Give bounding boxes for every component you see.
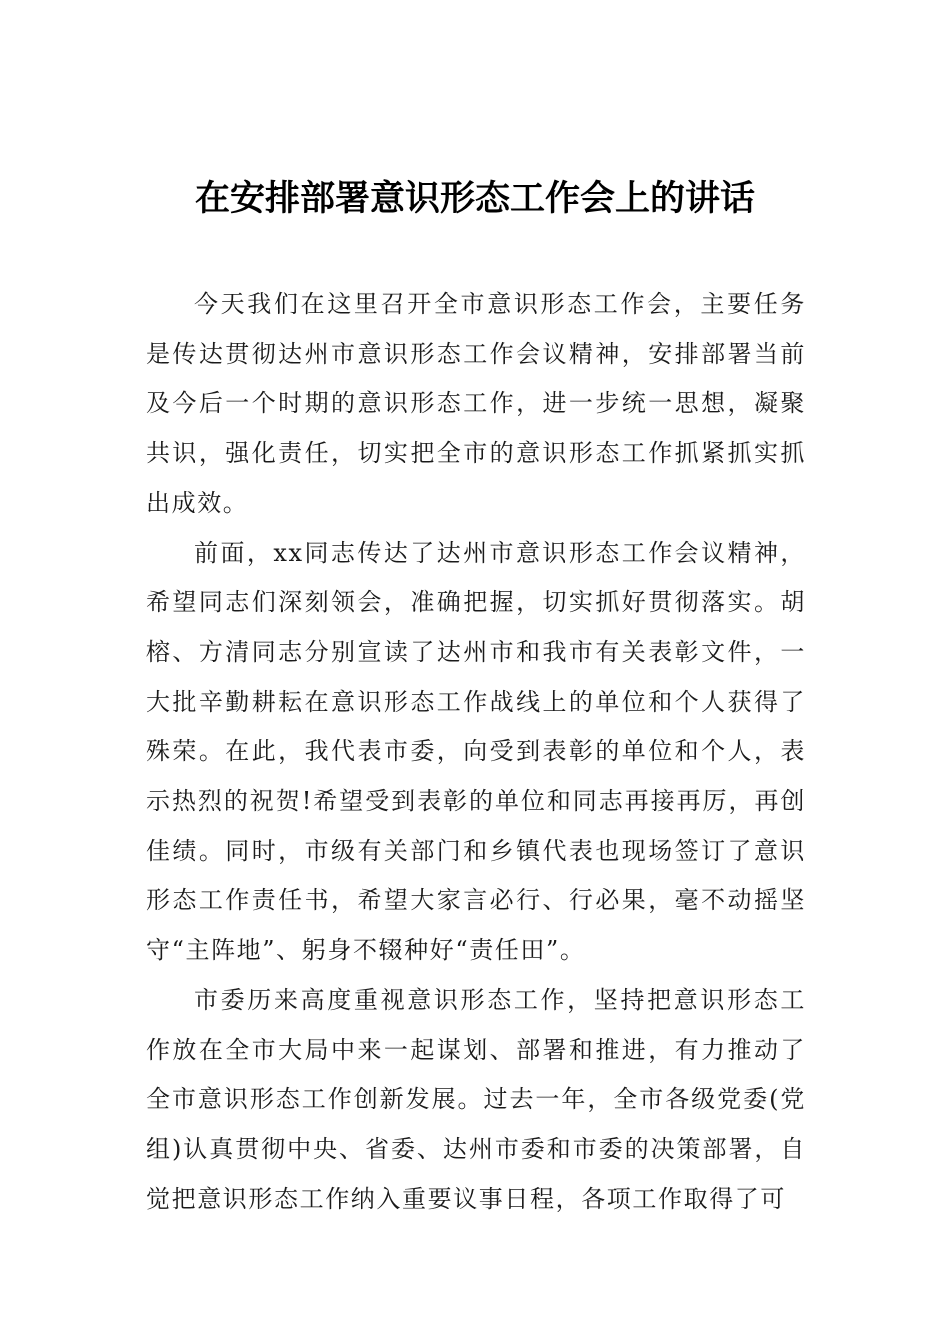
- paragraph: 今天我们在这里召开全市意识形态工作会，主要任务是传达贯彻达州市意识形态工作会议精神，安排部署当前及今后一个时期的意识形态工作，进一步统一思想，凝聚共识，强化责任，切实把全市的意识形态工作抓紧抓实抓出成效。: [146, 290, 806, 517]
- document-title: 在安排部署意识形态工作会上的讲话: [194, 178, 755, 219]
- document-body: [146, 280, 806, 1224]
- paragraph: 市委历来高度重视意识形态工作，坚持把意识形态工作放在全市大局中来一起谋划、部署和推进，有力推动了全市意识形态工作创新发展。过去一年，全市各级党委(党组)认真贯彻中央、省委、达州市委和市委的决策部署，自觉把意识形态工作纳入重要议事日程，各项工作取得了可: [146, 985, 806, 1213]
- paragraph: 前面，xx同志传达了达州市意识形态工作会议精神，希望同志们深刻领会，准确把握，切实抓好贯彻落实。胡榕、方清同志分别宣读了达州市和我市有关表彰文件，一大批辛勤耕耘在意识形态工作战线上的单位和个人获得了殊荣。在此，我代表市委，向受到表彰的单位和个人，表示热烈的祝贺!希望受到表彰的单位和同志再接再厉，再创佳绩。同时，市级有关部门和乡镇代表也现场签订了意识形态工作责任书，希望大家言必行、行必果，毫不动摇坚守“主阵地”、躬身不辍种好“责任田”。: [146, 538, 806, 965]
